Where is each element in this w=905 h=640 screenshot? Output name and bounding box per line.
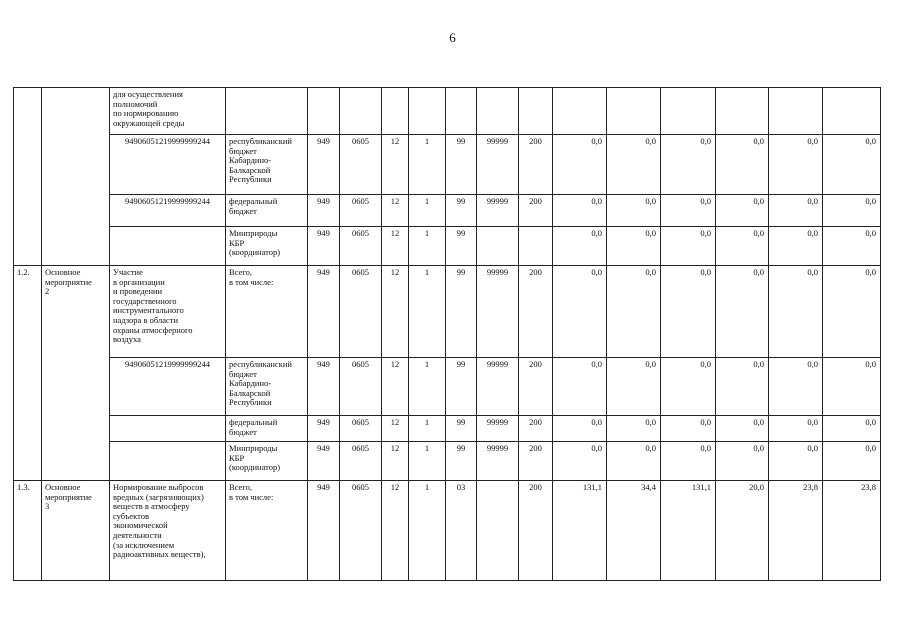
cell-description [110, 227, 226, 266]
cell-description [110, 195, 226, 227]
cell-num [14, 416, 42, 442]
cell-year-value [607, 88, 661, 135]
cell-source-line: Балкарской [229, 164, 271, 175]
cell-description-line: надзора в области [113, 314, 179, 325]
cell-pgp: 1 [409, 442, 446, 481]
cell-num [14, 442, 42, 481]
cell-pgp: 1 [409, 227, 446, 266]
cell-year-value [823, 88, 881, 135]
cell-year-value: 0,0 [823, 135, 881, 195]
cell-source-line: бюджет [229, 426, 257, 437]
cell-year-value: 0,0 [823, 416, 881, 442]
cell-gp: 12 [382, 416, 409, 442]
cell-year-value: 0,0 [661, 135, 716, 195]
cell-year-value: 0,0 [769, 358, 823, 416]
cell-description-line: субъектов [113, 510, 149, 521]
cell-direction: 99999 [477, 442, 519, 481]
cell-gp: 12 [382, 442, 409, 481]
cell-source-line: Балкарской [229, 387, 271, 398]
cell-year-value: 131,1 [553, 481, 607, 581]
cell-description [110, 266, 226, 358]
cell-year-value: 0,0 [607, 416, 661, 442]
cell-year-value: 0,0 [769, 442, 823, 481]
cell-year-value: 0,0 [607, 227, 661, 266]
cell-year-value: 0,0 [823, 442, 881, 481]
cell-grbs: 949 [308, 416, 340, 442]
table-row [14, 266, 881, 358]
cell-description-line: Нормирование выбросов [113, 482, 204, 492]
cell-gp: 12 [382, 227, 409, 266]
cell-year-value: 0,0 [553, 442, 607, 481]
cell-source-line: федеральный [229, 417, 278, 427]
cell-description-line: и проведении [113, 286, 163, 297]
cell-year-value: 0,0 [823, 195, 881, 227]
cell-year-value: 0,0 [607, 266, 661, 358]
cell-year-value [769, 88, 823, 135]
cell-gp: 12 [382, 481, 409, 581]
cell-source-line: Республики [229, 397, 272, 408]
cell-rzpr: 0605 [340, 135, 382, 195]
table-body [14, 88, 881, 581]
cell-direction: 99999 [477, 266, 519, 358]
cell-gp: 12 [382, 358, 409, 416]
cell-name [42, 135, 110, 195]
cell-rzpr: 0605 [340, 481, 382, 581]
cell-description [110, 358, 226, 416]
cell-source-line: республиканский [229, 136, 292, 146]
cell-pgp: 1 [409, 416, 446, 442]
cell-year-value: 0,0 [661, 227, 716, 266]
table-row [14, 442, 881, 481]
cell-name [42, 88, 110, 135]
cell-direction: 99999 [477, 135, 519, 195]
cell-year-value: 0,0 [553, 195, 607, 227]
cell-grbs: 949 [308, 481, 340, 581]
cell-grbs [308, 88, 340, 135]
table-row [14, 227, 881, 266]
cell-source-line: бюджет [229, 368, 257, 379]
cell-direction [477, 227, 519, 266]
cell-name-line: мероприятие [45, 491, 92, 502]
cell-description-line: веществ в атмосферу [113, 501, 190, 512]
cell-pgp [409, 88, 446, 135]
cell-description-line: для осуществления [113, 89, 183, 99]
cell-name-line: мероприятие [45, 276, 92, 287]
cell-year-value [553, 88, 607, 135]
cell-source-line: (координатор) [229, 462, 281, 473]
cell-om: 99 [446, 442, 477, 481]
cell-source [226, 481, 308, 581]
cell-num: 1.3. [14, 481, 42, 581]
cell-year-value: 0,0 [716, 195, 769, 227]
cell-year-value: 20,0 [716, 481, 769, 581]
cell-year-value: 131,1 [661, 481, 716, 581]
cell-om: 99 [446, 266, 477, 358]
cell-source-line: Республики [229, 174, 272, 185]
cell-year-value: 0,0 [661, 358, 716, 416]
cell-year-value: 0,0 [553, 358, 607, 416]
cell-source-line: бюджет [229, 205, 257, 216]
cell-om: 03 [446, 481, 477, 581]
cell-description-line: Участие [113, 267, 143, 277]
cell-om: 99 [446, 416, 477, 442]
cell-year-value: 34,4 [607, 481, 661, 581]
cell-direction: 99999 [477, 358, 519, 416]
cell-grbs: 949 [308, 135, 340, 195]
cell-pgp: 1 [409, 135, 446, 195]
cell-description-line: (за исключением [113, 539, 175, 550]
cell-year-value: 23,8 [769, 481, 823, 581]
cell-vr: 200 [519, 442, 553, 481]
cell-om: 99 [446, 358, 477, 416]
cell-direction: 99999 [477, 416, 519, 442]
cell-rzpr: 0605 [340, 195, 382, 227]
cell-vr: 200 [519, 358, 553, 416]
cell-description [110, 135, 226, 195]
cell-description-line: по нормированию [113, 108, 179, 119]
cell-year-value: 0,0 [661, 416, 716, 442]
cell-source-line: в том числе: [229, 276, 274, 287]
cell-description-line: 94906051219999999244 [125, 196, 210, 206]
cell-year-value: 0,0 [716, 266, 769, 358]
cell-name [42, 481, 110, 581]
cell-description [110, 442, 226, 481]
cell-rzpr: 0605 [340, 227, 382, 266]
cell-rzpr: 0605 [340, 416, 382, 442]
cell-vr [519, 227, 553, 266]
cell-source [226, 135, 308, 195]
table-row [14, 195, 881, 227]
cell-year-value: 0,0 [553, 416, 607, 442]
cell-vr: 200 [519, 266, 553, 358]
cell-rzpr [340, 88, 382, 135]
cell-year-value: 0,0 [823, 358, 881, 416]
cell-om: 99 [446, 135, 477, 195]
cell-rzpr: 0605 [340, 442, 382, 481]
cell-source-line: федеральный [229, 196, 278, 206]
cell-source-line: республиканский [229, 359, 292, 369]
cell-num [14, 195, 42, 227]
cell-year-value: 0,0 [716, 135, 769, 195]
cell-source [226, 266, 308, 358]
cell-num [14, 88, 42, 135]
cell-description-line: 94906051219999999244 [125, 359, 210, 369]
cell-year-value: 0,0 [716, 227, 769, 266]
cell-name [42, 266, 110, 358]
cell-description-line: окружающей среды [113, 117, 185, 128]
cell-pgp: 1 [409, 358, 446, 416]
cell-om: 99 [446, 227, 477, 266]
cell-source [226, 416, 308, 442]
cell-vr: 200 [519, 481, 553, 581]
cell-year-value [661, 88, 716, 135]
cell-direction [477, 481, 519, 581]
cell-source-line: КБР [229, 452, 245, 463]
cell-year-value: 0,0 [607, 135, 661, 195]
cell-year-value: 0,0 [661, 442, 716, 481]
cell-rzpr: 0605 [340, 358, 382, 416]
cell-year-value: 0,0 [607, 358, 661, 416]
cell-source [226, 442, 308, 481]
cell-name-line: Основное [45, 482, 81, 492]
cell-num [14, 227, 42, 266]
cell-year-value: 0,0 [607, 195, 661, 227]
cell-name [42, 442, 110, 481]
cell-description-line: 94906051219999999244 [125, 136, 210, 146]
cell-name-line: 3 [45, 501, 50, 512]
cell-year-value: 0,0 [769, 416, 823, 442]
cell-num [14, 358, 42, 416]
cell-source-line: (координатор) [229, 247, 281, 258]
cell-description-line: экономической [113, 520, 168, 531]
cell-year-value [716, 88, 769, 135]
cell-pgp: 1 [409, 266, 446, 358]
cell-year-value: 0,0 [769, 266, 823, 358]
cell-year-value: 0,0 [553, 135, 607, 195]
cell-description-line: инструментального [113, 305, 184, 316]
cell-name [42, 358, 110, 416]
cell-source-line: Всего, [229, 267, 252, 277]
cell-pgp: 1 [409, 481, 446, 581]
cell-name [42, 227, 110, 266]
cell-year-value: 0,0 [607, 442, 661, 481]
cell-grbs: 949 [308, 266, 340, 358]
cell-name-line: Основное [45, 267, 81, 277]
cell-source-line: Минприроды [229, 443, 278, 453]
budget-table [13, 87, 881, 581]
cell-year-value: 0,0 [823, 227, 881, 266]
cell-description-line: радиоактивных веществ), [113, 549, 206, 560]
cell-description-line: воздуха [113, 334, 141, 345]
cell-year-value: 0,0 [823, 266, 881, 358]
table-row [14, 416, 881, 442]
cell-source [226, 358, 308, 416]
cell-description-line: в организации [113, 276, 165, 287]
cell-gp: 12 [382, 266, 409, 358]
cell-year-value: 0,0 [553, 227, 607, 266]
cell-description-line: государственного [113, 295, 177, 306]
page-number: 6 [449, 30, 456, 45]
cell-source-line: Кабардино- [229, 378, 272, 389]
cell-om: 99 [446, 195, 477, 227]
cell-description-line: вредных (загрязняющих) [113, 491, 204, 502]
cell-grbs: 949 [308, 358, 340, 416]
cell-year-value: 0,0 [553, 266, 607, 358]
cell-source [226, 195, 308, 227]
cell-year-value: 0,0 [716, 358, 769, 416]
cell-year-value: 23,8 [823, 481, 881, 581]
cell-grbs: 949 [308, 227, 340, 266]
table-row [14, 88, 881, 135]
cell-source-line: Всего, [229, 482, 252, 492]
cell-direction: 99999 [477, 195, 519, 227]
cell-year-value: 0,0 [769, 195, 823, 227]
cell-description-line: деятельности [113, 529, 162, 540]
cell-source-line: в том числе: [229, 491, 274, 502]
cell-year-value: 0,0 [769, 135, 823, 195]
cell-description [110, 481, 226, 581]
cell-source [226, 88, 308, 135]
cell-gp [382, 88, 409, 135]
cell-vr: 200 [519, 135, 553, 195]
cell-year-value: 0,0 [716, 442, 769, 481]
cell-vr: 200 [519, 416, 553, 442]
cell-description [110, 416, 226, 442]
table-row [14, 481, 881, 581]
cell-direction [477, 88, 519, 135]
cell-year-value: 0,0 [661, 195, 716, 227]
cell-pgp: 1 [409, 195, 446, 227]
cell-source-line: Минприроды [229, 228, 278, 238]
cell-gp: 12 [382, 135, 409, 195]
cell-description [110, 88, 226, 135]
cell-num: 1.2. [14, 266, 42, 358]
cell-source [226, 227, 308, 266]
table-row [14, 135, 881, 195]
cell-grbs: 949 [308, 442, 340, 481]
cell-source-line: бюджет [229, 145, 257, 156]
cell-year-value: 0,0 [661, 266, 716, 358]
cell-vr [519, 88, 553, 135]
cell-name-line: 2 [45, 286, 50, 297]
cell-num [14, 135, 42, 195]
cell-description-line: полномочий [113, 98, 158, 109]
cell-name [42, 416, 110, 442]
cell-gp: 12 [382, 195, 409, 227]
cell-rzpr: 0605 [340, 266, 382, 358]
cell-source-line: КБР [229, 237, 245, 248]
cell-name [42, 195, 110, 227]
cell-grbs: 949 [308, 195, 340, 227]
cell-year-value: 0,0 [716, 416, 769, 442]
cell-year-value: 0,0 [769, 227, 823, 266]
cell-vr: 200 [519, 195, 553, 227]
table-row [14, 358, 881, 416]
cell-description-line: охраны атмосферного [113, 324, 193, 335]
cell-source-line: Кабардино- [229, 155, 272, 166]
cell-om [446, 88, 477, 135]
